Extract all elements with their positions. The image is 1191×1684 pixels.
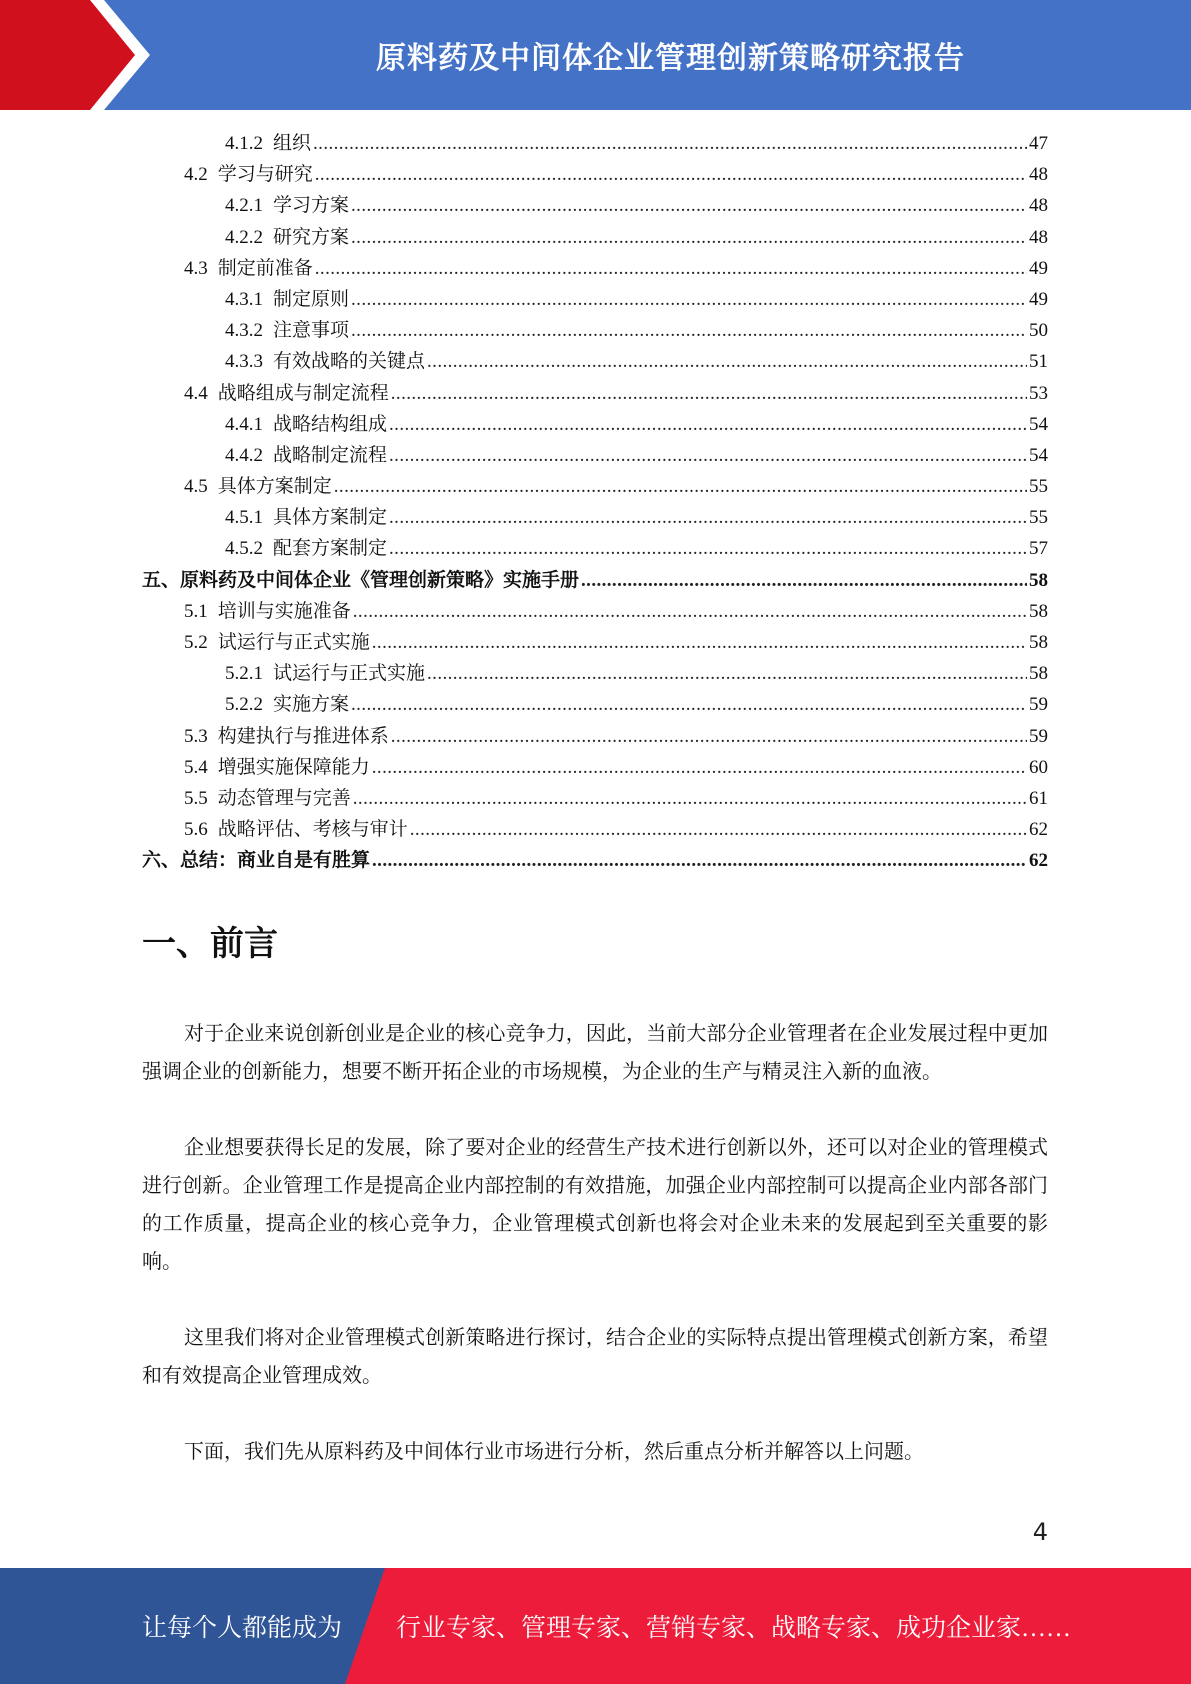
toc-entry-page: 61 [1029,787,1048,809]
toc-entry-title: 战略评估、考核与审计 [217,819,408,841]
toc-entry-number: 5.4 [184,756,208,778]
footer-slogan-left: 让每个人都能成为 [142,1615,343,1642]
toc-dot-leader [391,378,1027,409]
toc-entry-number: 5.2.2 [225,694,263,716]
toc-dot-leader [372,627,1027,658]
header-red-chevron [0,0,150,110]
paragraph: 企业想要获得长足的发展，除了要对企业的经营生产技术进行创新以外，还可以对企业的管理模式进行创新。企业管理工作是提高企业内部控制的有效措施，加强企业内部控制可以提高企业内部各部门的工作质量，提高企业的核心竞争力，企业管理模式创新也将会对企业未来的发展起到至关重要的影响。 [142,1137,1048,1273]
toc-dot-leader [313,128,1027,159]
toc-entry-title: 有效战略的关键点 [273,351,426,373]
toc-entry-page: 59 [1029,694,1048,716]
toc-entry[interactable] [142,222,1048,253]
section-heading: 一、前言 [142,924,278,964]
toc-dot-leader [351,190,1027,221]
toc-entry-number: 五、 [142,569,181,591]
toc-entry-number: 4.5.2 [225,538,263,560]
toc-entry[interactable] [142,471,1048,502]
toc-dot-leader [391,721,1027,752]
toc-entry-number: 5.6 [184,819,208,841]
toc-entry[interactable] [142,658,1048,689]
toc-entry-page: 62 [1029,850,1048,872]
toc-dot-leader [372,845,1027,876]
toc-entry-number: 4.3.1 [225,288,263,310]
toc-entry-number: 5.5 [184,787,208,809]
toc-entry-page: 49 [1029,257,1048,279]
toc-entry[interactable] [142,689,1048,720]
toc-entry[interactable] [142,533,1048,564]
toc-dot-leader [315,253,1027,284]
toc-entry-title: 战略制定流程 [273,444,388,466]
toc-entry-number: 5.3 [184,725,208,747]
toc-dot-leader [427,346,1027,377]
toc-dot-leader [389,440,1027,471]
toc-entry-number: 4.4.1 [225,413,263,435]
toc-entry[interactable] [142,627,1048,658]
toc-entry-page: 57 [1029,538,1048,560]
toc-entry-number: 5.2 [184,632,208,653]
toc-entry-title: 战略结构组成 [273,413,388,435]
toc-entry-page: 47 [1029,133,1048,154]
toc-entry-number: 4.2.1 [225,195,263,217]
toc-entry-page: 49 [1029,288,1048,310]
header-title: 原料药及中间体企业管理创新策略研究报告 [376,41,965,76]
toc-entry-number: 4.3.3 [225,351,263,373]
toc-entry-title: 动态管理与完善 [217,787,351,809]
toc-entry-title: 制定前准备 [217,257,313,279]
body-text [142,1015,1048,1509]
toc-entry-title: 制定原则 [273,288,350,310]
page-header [0,0,1191,110]
toc-entry-title: 总结：商业自是有胜算 [180,850,371,872]
toc-entry-number: 4.5 [184,476,208,498]
toc-entry[interactable] [142,565,1048,596]
toc-entry-title: 注意事项 [273,320,350,342]
toc-entry-number: 4.4 [184,382,208,404]
toc-entry-number: 5.2.1 [225,663,263,685]
page-footer [0,1568,1191,1684]
toc-entry-title: 构建执行与推进体系 [217,725,389,747]
toc-entry-page: 48 [1029,226,1048,248]
toc-entry[interactable] [142,783,1048,814]
toc-dot-leader [351,315,1027,346]
toc-dot-leader [410,814,1027,845]
toc-entry-title: 学习与研究 [217,164,313,186]
toc-entry-page: 48 [1029,195,1048,217]
toc-entry-title: 组织 [273,133,312,154]
toc-entry-page: 58 [1029,663,1048,685]
toc-entry-page: 53 [1029,382,1048,404]
toc-entry[interactable] [142,440,1048,471]
toc-entry-title: 学习方案 [273,195,350,217]
toc-entry[interactable] [142,721,1048,752]
toc-entry-number: 4.2 [184,164,208,186]
toc-entry-title: 战略组成与制定流程 [217,382,389,404]
page-number: 4 [1032,1518,1048,1546]
toc-entry[interactable] [142,284,1048,315]
paragraph: 对于企业来说创新创业是企业的核心竞争力，因此，当前大部分企业管理者在企业发展过程中更加强调企业的创新能力，想要不断开拓企业的市场规模，为企业的生产与精灵注入新的血液。 [142,1023,1048,1083]
toc-entry[interactable] [142,253,1048,284]
toc-entry-number: 4.1.2 [225,133,263,154]
toc-entry-number: 4.2.2 [225,226,263,248]
toc-entry-number: 4.4.2 [225,444,263,466]
toc-entry[interactable] [142,502,1048,533]
toc-entry[interactable] [142,159,1048,190]
toc-entry-title: 试运行与正式实施 [217,632,370,653]
toc-entry-page: 51 [1029,351,1048,373]
toc-entry-page: 55 [1029,476,1048,498]
toc-entry-page: 59 [1029,725,1048,747]
toc-dot-leader [351,222,1027,253]
table-of-contents [142,128,1048,877]
toc-entry[interactable] [142,596,1048,627]
toc-entry-title: 具体方案制定 [273,507,388,529]
toc-entry-page: 58 [1029,632,1048,653]
toc-dot-leader [389,409,1027,440]
toc-entry-number: 4.3 [184,257,208,279]
toc-entry-page: 50 [1029,320,1048,342]
toc-entry-page: 62 [1029,819,1048,841]
footer-slogan-right: 行业专家、管理专家、营销专家、战略专家、成功企业家…… [396,1615,1072,1642]
toc-entry-title: 具体方案制定 [217,476,332,498]
toc-entry-page: 55 [1029,507,1048,529]
toc-entry-page: 58 [1029,600,1048,622]
toc-entry-title: 原料药及中间体企业《管理创新策略》实施手册 [180,569,580,591]
toc-entry-page: 48 [1029,164,1048,186]
toc-dot-leader [351,284,1027,315]
toc-entry[interactable] [142,128,1048,159]
toc-entry-title: 研究方案 [273,226,350,248]
toc-dot-leader [353,783,1027,814]
toc-entry-title: 实施方案 [273,694,350,716]
toc-dot-leader [334,471,1027,502]
toc-entry-page: 58 [1029,569,1048,591]
toc-entry-page: 60 [1029,756,1048,778]
toc-dot-leader [372,752,1027,783]
toc-entry-number: 4.5.1 [225,507,263,529]
toc-entry[interactable] [142,752,1048,783]
toc-entry[interactable] [142,378,1048,409]
toc-dot-leader [389,502,1027,533]
toc-dot-leader [353,596,1027,627]
toc-entry-page: 54 [1029,444,1048,466]
toc-entry[interactable] [142,409,1048,440]
toc-entry-number: 4.3.2 [225,320,263,342]
toc-entry-page: 54 [1029,413,1048,435]
toc-entry[interactable] [142,814,1048,845]
toc-entry[interactable] [142,190,1048,221]
paragraph: 下面，我们先从原料药及中间体行业市场进行分析，然后重点分析并解答以上问题。 [184,1441,924,1463]
toc-dot-leader [389,533,1027,564]
toc-entry[interactable] [142,845,1048,876]
toc-entry-title: 增强实施保障能力 [217,756,370,778]
toc-entry-title: 培训与实施准备 [217,600,351,622]
toc-entry-title: 试运行与正式实施 [273,663,426,685]
toc-entry[interactable] [142,346,1048,377]
toc-entry-number: 六、 [142,850,181,872]
toc-dot-leader [427,658,1027,689]
toc-dot-leader [315,159,1027,190]
toc-entry-title: 配套方案制定 [273,538,388,560]
toc-entry-number: 5.1 [184,600,208,622]
toc-dot-leader [581,565,1027,596]
paragraph: 这里我们将对企业管理模式创新策略进行探讨，结合企业的实际特点提出管理模式创新方案，希望和有效提高企业管理成效。 [142,1327,1048,1387]
toc-entry[interactable] [142,315,1048,346]
toc-dot-leader [351,689,1027,720]
